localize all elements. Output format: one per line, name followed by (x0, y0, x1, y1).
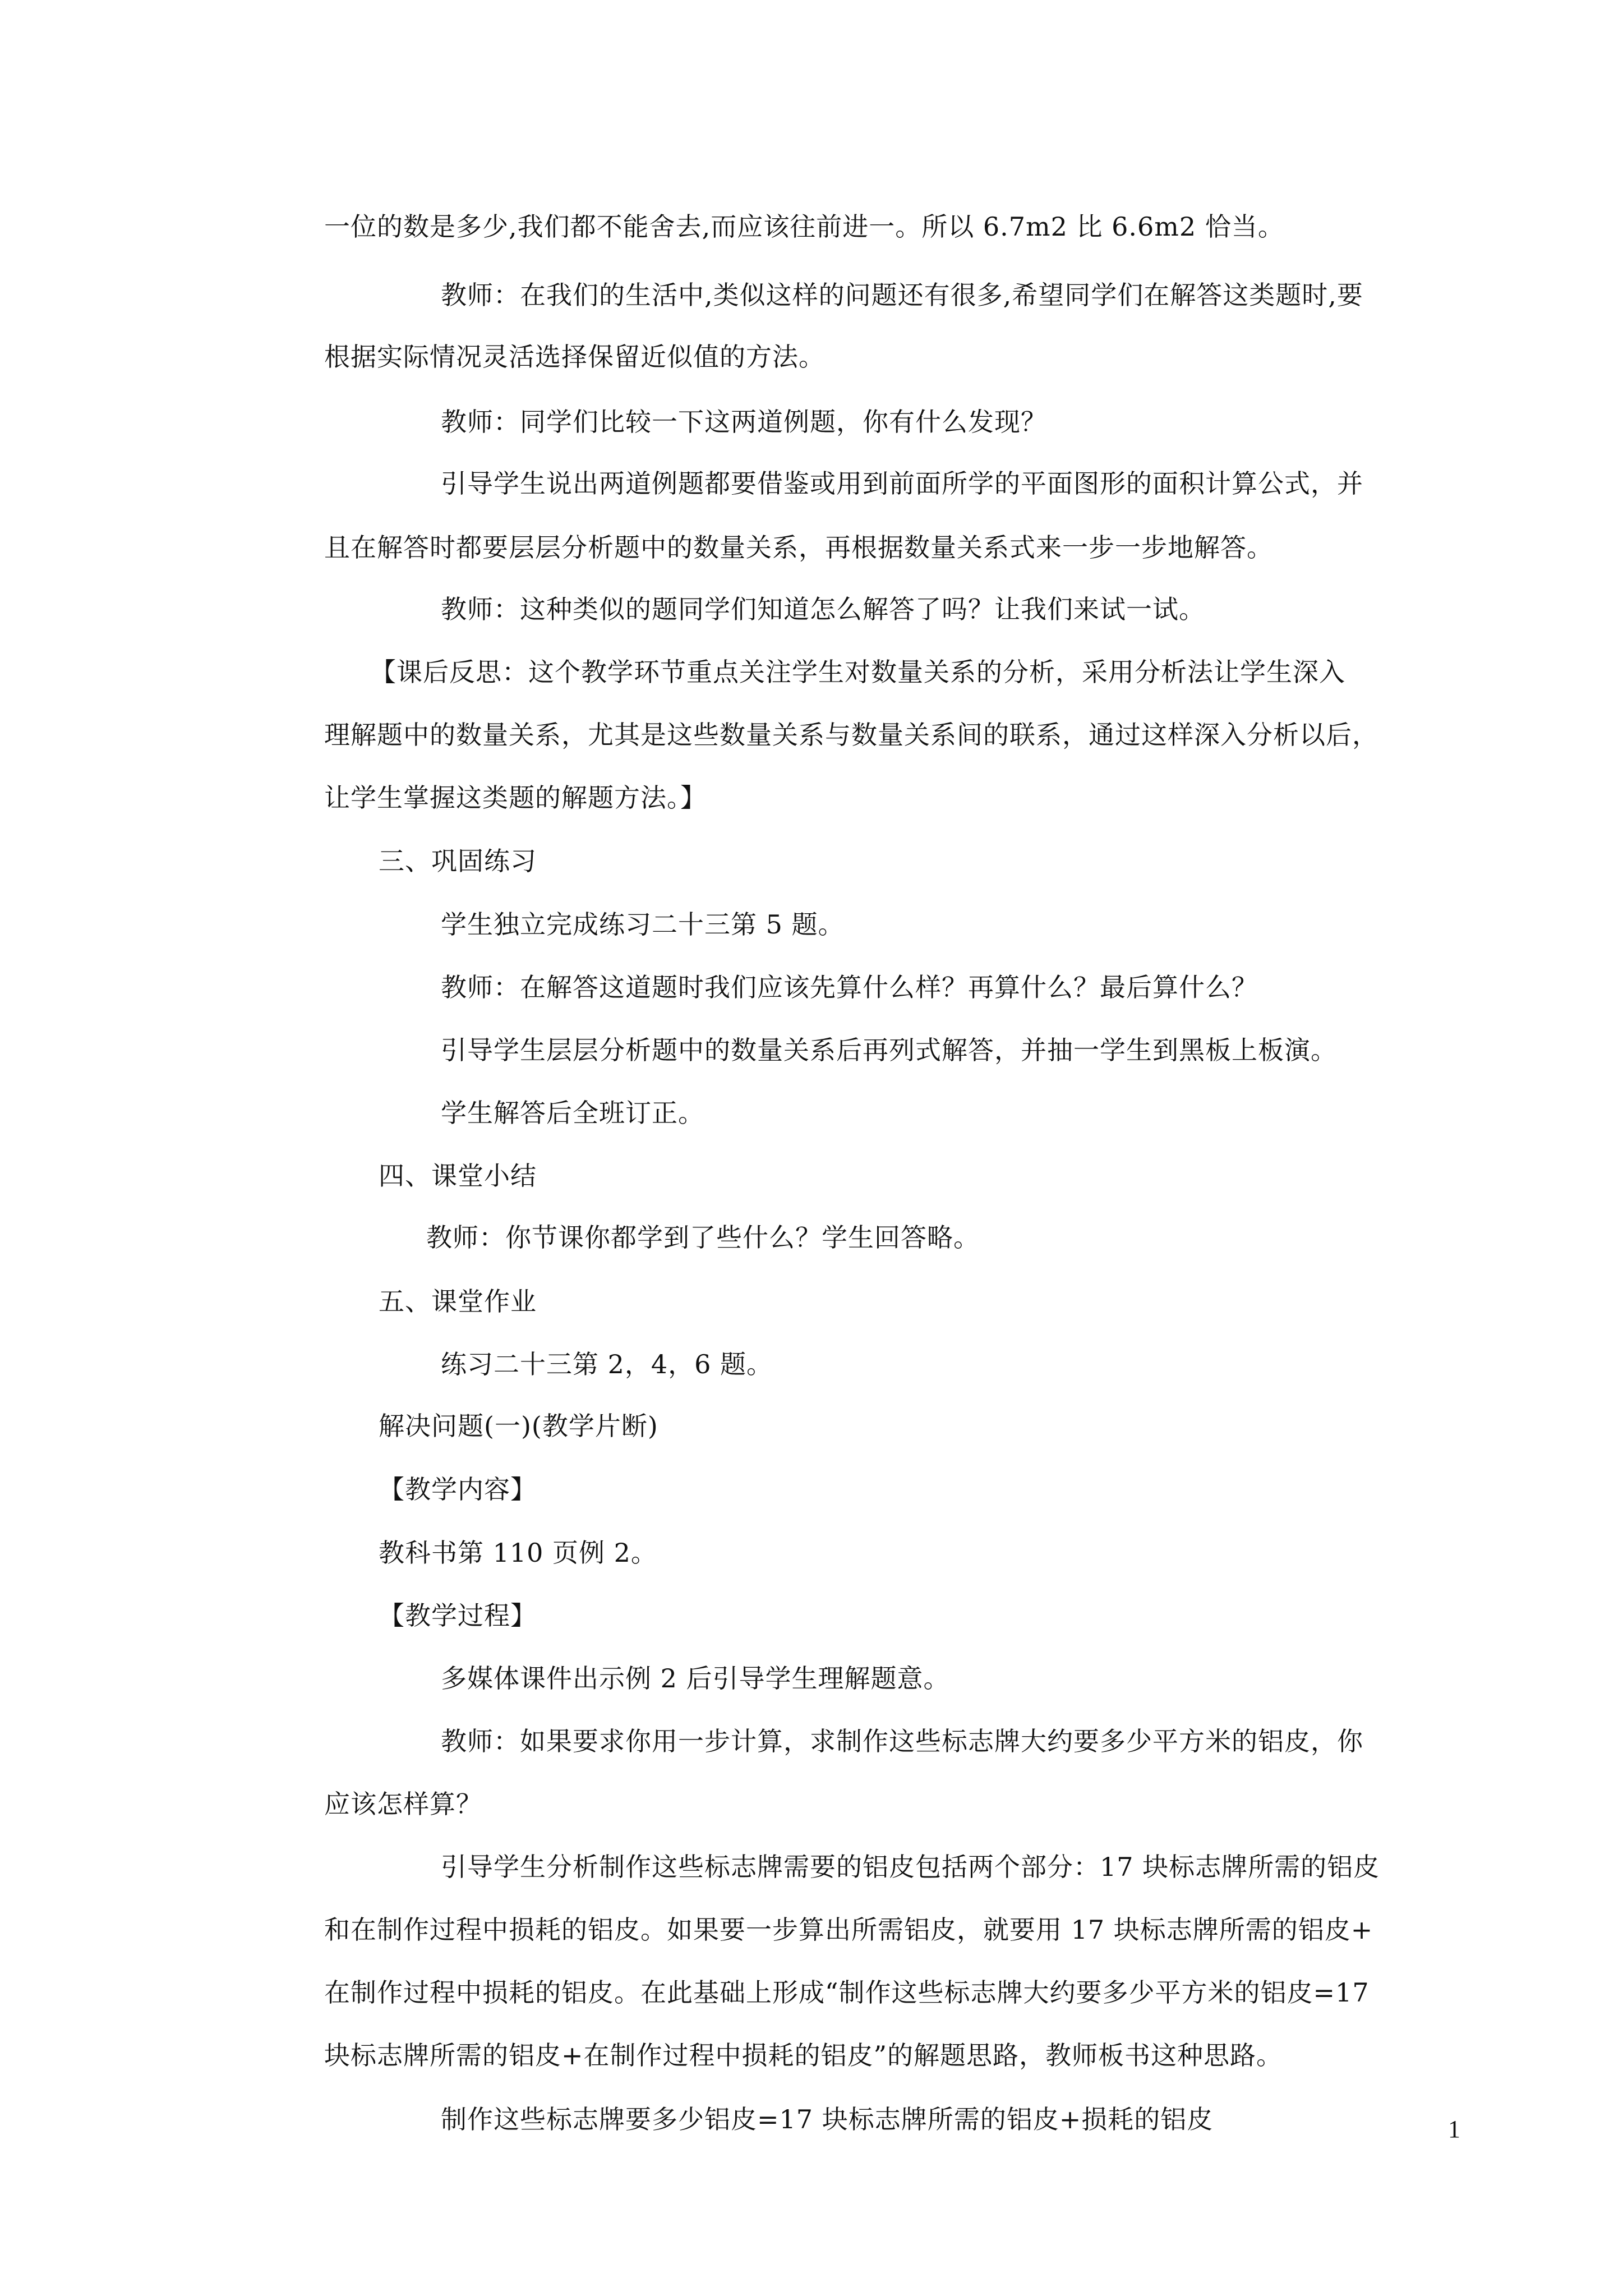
paragraph-line-8: 【课后反思：这个教学环节重点关注学生对数量关系的分析，采用分析法让学生深入 (370, 657, 1345, 687)
paragraph-line-9: 理解题中的数量关系，尤其是这些数量关系与数量关系间的联系，通过这样深入分析以后， (324, 720, 1378, 750)
paragraph-line-19: 练习二十三第 2，4，6 题。 (441, 1349, 773, 1379)
heading-teaching-content: 【教学内容】 (379, 1474, 537, 1504)
heading-teaching-process: 【教学过程】 (379, 1600, 537, 1631)
paragraph-line-31: 制作这些标志牌要多少铝皮=17 块标志牌所需的铝皮+损耗的铝皮 (441, 2104, 1214, 2134)
paragraph-line-29: 在制作过程中损耗的铝皮。在此基础上形成“制作这些标志牌大约要多少平方米的铝皮=17 (324, 1977, 1370, 2008)
paragraph-line-15: 学生解答后全班订正。 (441, 1098, 704, 1128)
paragraph-line-3: 根据实际情况灵活选择保留近似值的方法。 (324, 342, 825, 372)
section-heading-homework: 五、课堂作业 (379, 1286, 537, 1317)
paragraph-line-7: 教师：这种类似的题同学们知道怎么解答了吗？让我们来试一试。 (441, 594, 1205, 624)
paragraph-line-12: 学生独立完成练习二十三第 5 题。 (441, 909, 845, 940)
paragraph-line-27: 引导学生分析制作这些标志牌需要的铝皮包括两个部分：17 块标志牌所需的铝皮 (441, 1852, 1380, 1882)
paragraph-line-10: 让学生掌握这类题的解题方法。】 (324, 783, 707, 813)
paragraph-line-4: 教师：同学们比较一下这两道例题，你有什么发现？ (441, 407, 1047, 437)
paragraph-line-2: 教师：在我们的生活中,类似这样的问题还有很多,希望同学们在解答这类题时,要 (441, 280, 1363, 310)
paragraph-line-25: 教师：如果要求你用一步计算，求制作这些标志牌大约要多少平方米的铝皮，你 (441, 1726, 1363, 1756)
paragraph-line-24: 多媒体课件出示例 2 后引导学生理解题意。 (441, 1663, 950, 1694)
paragraph-line-26: 应该怎样算？ (324, 1789, 482, 1819)
paragraph-line-22: 教科书第 110 页例 2。 (379, 1538, 657, 1568)
section-heading-summary: 四、课堂小结 (379, 1161, 537, 1191)
paragraph-line-5: 引导学生说出两道例题都要借鉴或用到前面所学的平面图形的面积计算公式，并 (441, 468, 1363, 499)
paragraph-line-1: 一位的数是多少,我们都不能舍去,而应该往前进一。所以 6.7m2 比 6.6m2 恰当。 (324, 211, 1284, 242)
section-heading-consolidation: 三、巩固练习 (379, 846, 537, 876)
paragraph-line-6: 且在解答时都要层层分析题中的数量关系，再根据数量关系式来一步一步地解答。 (324, 532, 1273, 563)
subtitle-problem-solving: 解决问题(一)(教学片断) (379, 1411, 658, 1441)
page-number: 1 (1448, 2115, 1460, 2143)
paragraph-line-17: 教师：你节课你都学到了些什么？学生回答略。 (426, 1222, 980, 1253)
paragraph-line-28: 和在制作过程中损耗的铝皮。如果要一步算出所需铝皮，就要用 17 块标志牌所需的铝皮+ (324, 1915, 1373, 1945)
paragraph-line-30: 块标志牌所需的铝皮+在制作过程中损耗的铝皮”的解题思路，教师板书这种思路。 (324, 2040, 1283, 2070)
paragraph-line-13: 教师：在解答这道题时我们应该先算什么样？再算什么？最后算什么？ (441, 972, 1258, 1002)
paragraph-line-14: 引导学生层层分析题中的数量关系后再列式解答，并抽一学生到黑板上板演。 (441, 1035, 1337, 1065)
